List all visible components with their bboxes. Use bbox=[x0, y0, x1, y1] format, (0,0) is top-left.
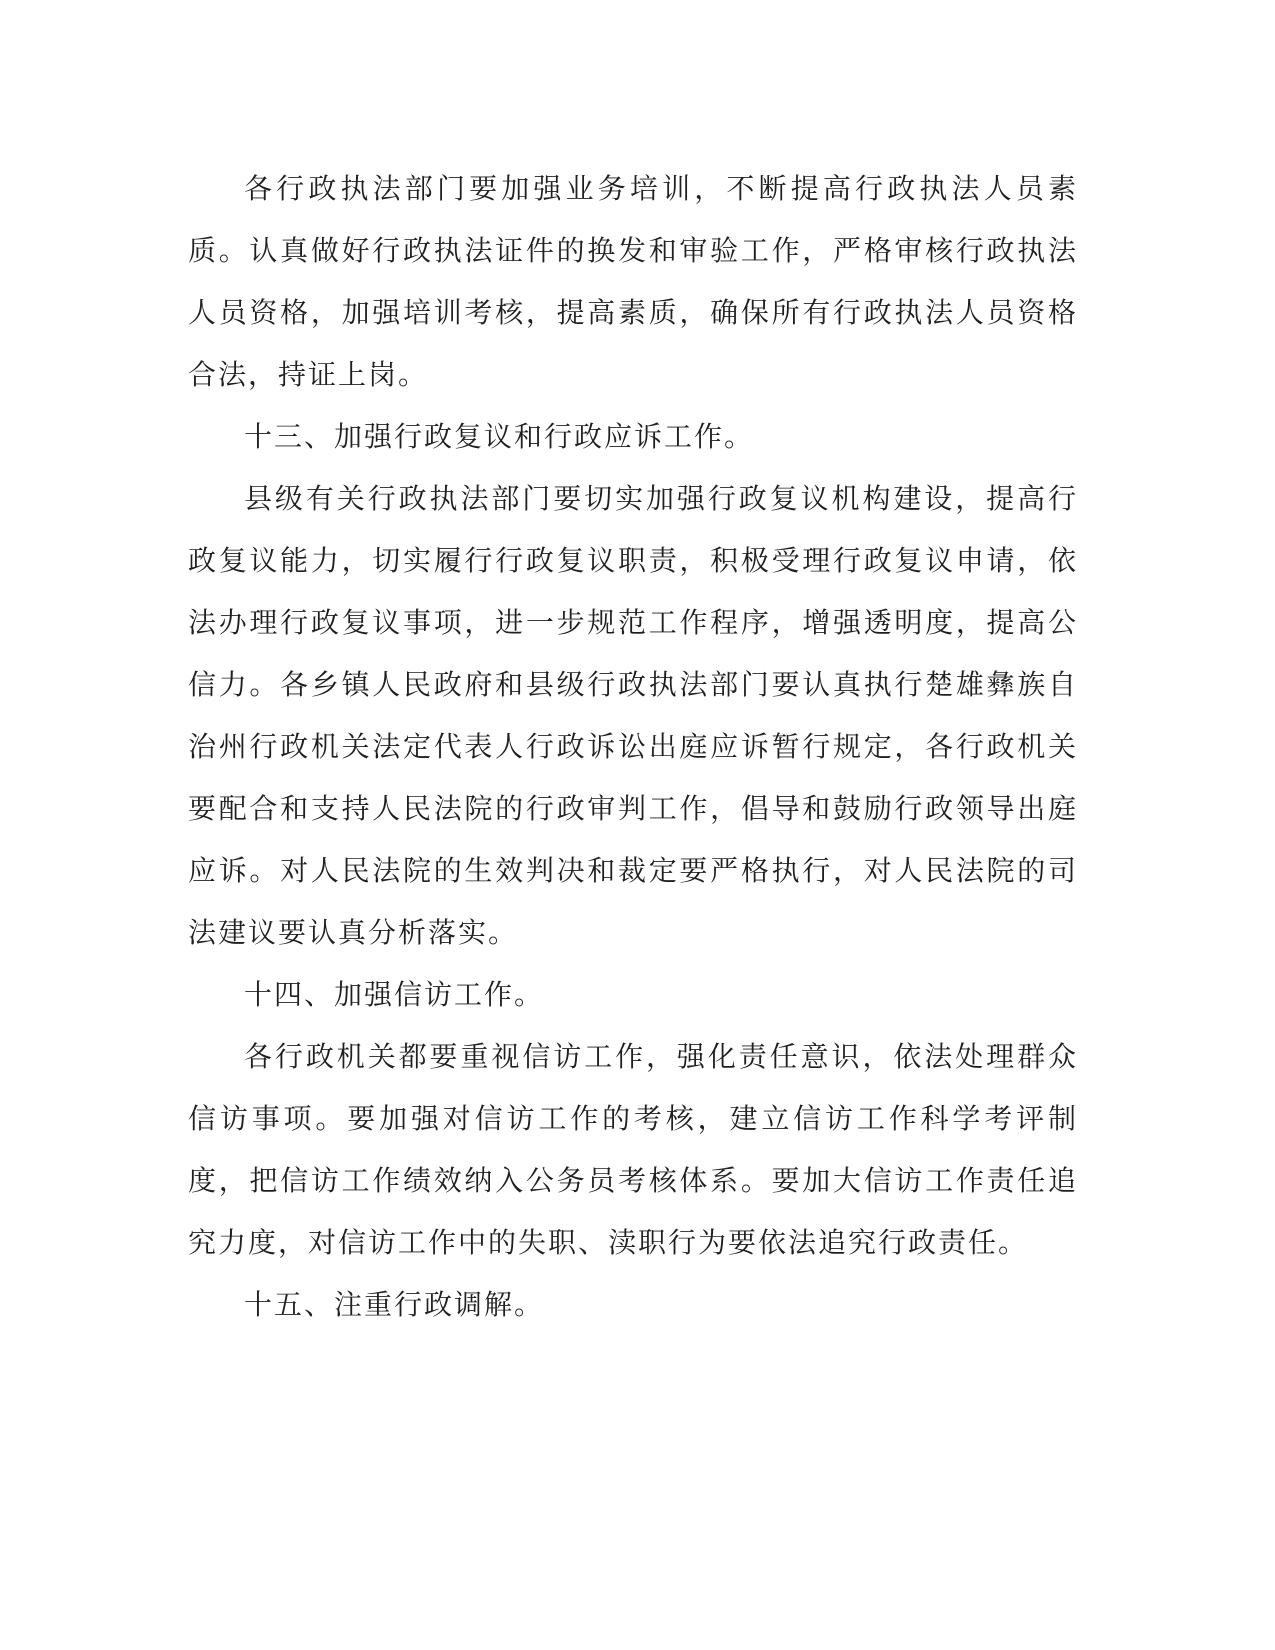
document-body bbox=[188, 158, 1078, 1336]
paragraph-review-litigation: 县级有关行政执法部门要切实加强行政复议机构建设，提高行政复议能力，切实履行行政复议职责，积极受理行政复议申请，依法办理行政复议事项，进一步规范工作程序，增强透明度，提高公信力。各乡镇人民政府和县级行政执法部门要认真执行楚雄彝族自治州行政机关法定代表人行政诉讼出庭应诉暂行规定，各行政机关要配合和支持人民法院的行政审判工作，倡导和鼓励行政领导出庭应诉。对人民法院的生效判决和裁定要严格执行，对人民法院的司法建议要认真分析落实。 bbox=[188, 482, 1078, 949]
section-heading-15: 十五、注重行政调解。 bbox=[244, 1288, 545, 1321]
paragraph-petition: 各行政机关都要重视信访工作，强化责任意识，依法处理群众信访事项。要加强对信访工作的考核，建立信访工作科学考评制度，把信访工作绩效纳入公务员考核体系。要加大信访工作责任追究力度，对信访工作中的失职、渎职行为要依法追究行政责任。 bbox=[188, 1040, 1078, 1259]
section-heading-14: 十四、加强信访工作。 bbox=[244, 978, 545, 1011]
paragraph-training: 各行政执法部门要加强业务培训，不断提高行政执法人员素质。认真做好行政执法证件的换发和审验工作，严格审核行政执法人员资格，加强培训考核，提高素质，确保所有行政执法人员资格合法，持证上岗。 bbox=[188, 172, 1078, 391]
section-heading-13: 十三、加强行政复议和行政应诉工作。 bbox=[244, 420, 755, 453]
